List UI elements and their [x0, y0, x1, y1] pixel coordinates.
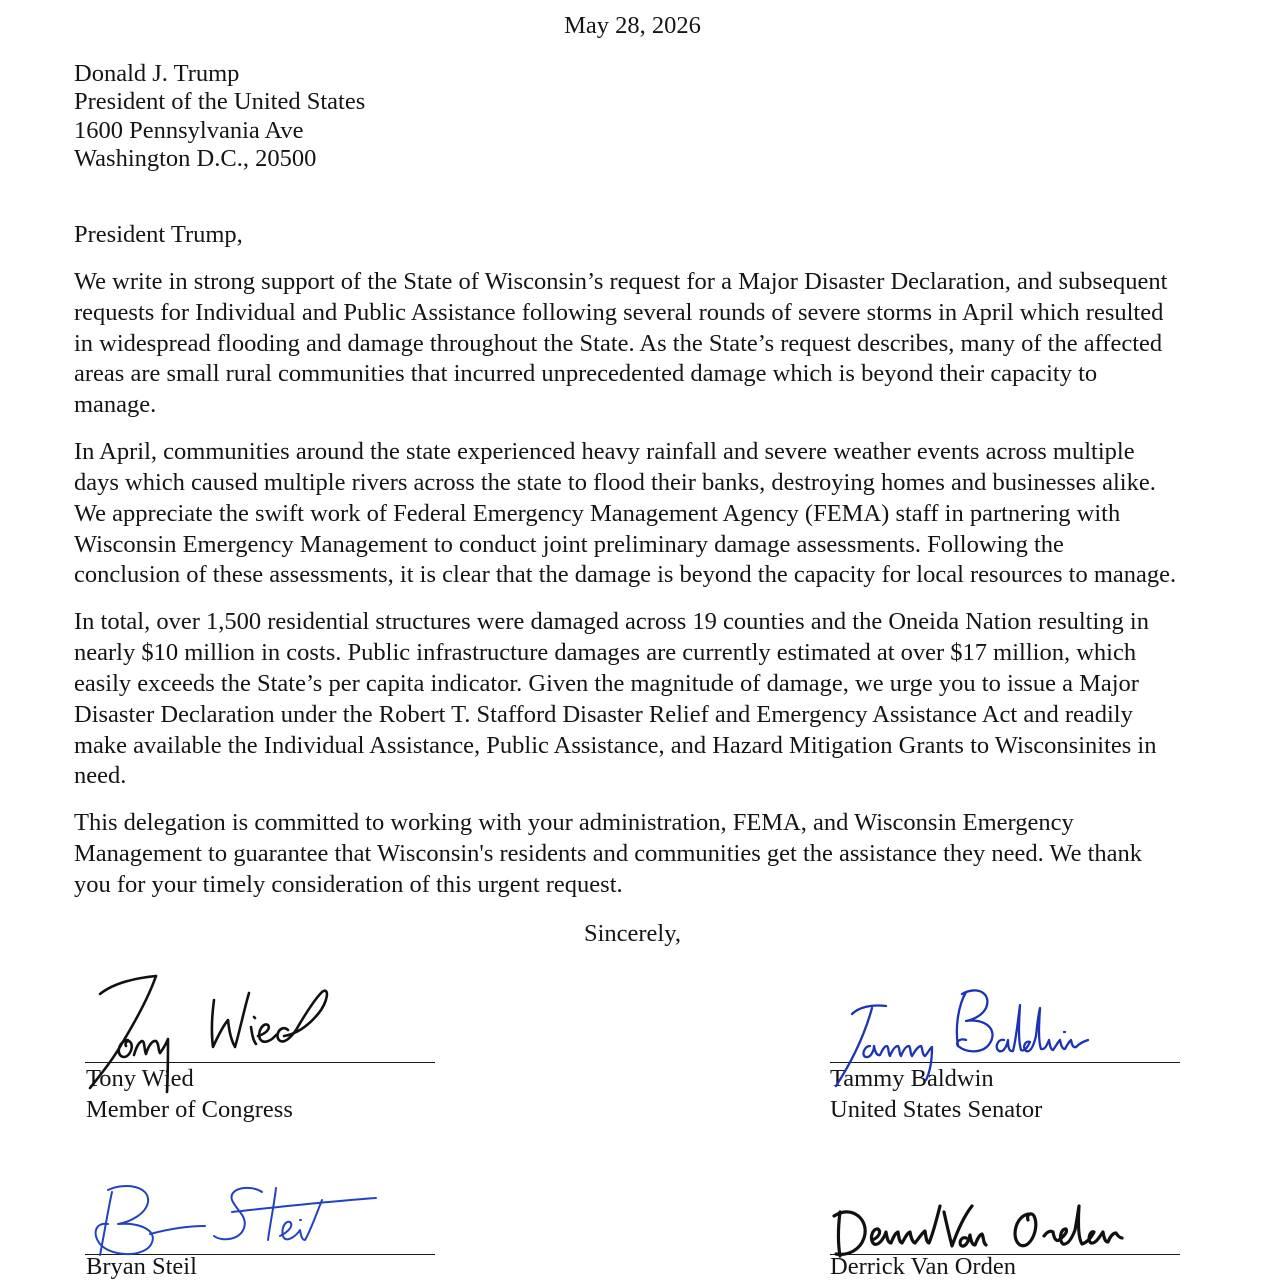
paragraph-line: days which caused multiple rivers across the state to flood their banks, destroying homes and businesses alike.	[74, 468, 1156, 496]
recipient-city: Washington D.C., 20500	[74, 144, 317, 172]
signer-name: Tony Wied	[86, 1065, 194, 1092]
recipient-title: President of the United States	[74, 88, 366, 116]
signer-title: United States Senator	[830, 1096, 1043, 1123]
paragraph-line: Wisconsin Emergency Management to conduct joint preliminary damage assessments. Following the	[74, 530, 1064, 558]
paragraph-line: requests for Individual and Public Assistance following several rounds of severe storms in April which resulted	[74, 298, 1164, 326]
signer-title: Member of Congress	[86, 1096, 293, 1123]
signer-name: Tammy Baldwin	[830, 1065, 994, 1092]
paragraph-line: need.	[74, 762, 127, 790]
paragraph-line: you for your timely consideration of this urgent request.	[74, 870, 623, 898]
paragraph-line: In April, communities around the state experienced heavy rainfall and severe weather events across multiple	[74, 438, 1135, 466]
letter-body	[74, 267, 1176, 917]
paragraph-line: areas are small rural communities that incurred unprecedented damage which is beyond their capacity to	[74, 360, 1098, 388]
paragraph-line: Management to guarantee that Wisconsin's residents and communities get the assistance they need. We thank	[74, 840, 1143, 868]
letter-date: May 28, 2026	[564, 12, 701, 39]
recipient-street: 1600 Pennsylvania Ave	[74, 116, 304, 144]
paragraph-line: This delegation is committed to working with your administration, FEMA, and Wisconsin Emergency	[74, 809, 1074, 837]
salutation: President Trump,	[74, 221, 243, 248]
paragraph-line: We write in strong support of the State of Wisconsin’s request for a Major Disaster Declaration, and subsequent	[74, 268, 1168, 295]
body-paragraph	[74, 808, 1176, 900]
paragraph-line: easily exceeds the State’s per capita indicator. Given the magnitude of damage, we urge you to issue a Major	[74, 669, 1139, 697]
signature-bryan-steil	[96, 1186, 376, 1255]
paragraph-line: nearly $10 million in costs. Public infrastructure damages are currently estimated at over $17 million, which	[74, 639, 1137, 667]
signer-name: Derrick Van Orden	[830, 1253, 1016, 1280]
signer-name: Bryan Steil	[86, 1253, 197, 1280]
body-paragraph	[74, 437, 1176, 591]
paragraph-line: Disaster Declaration under the Robert T. Stafford Disaster Relief and Emergency Assistance Act and readily	[74, 700, 1133, 728]
paragraph-line: manage.	[74, 391, 157, 419]
paragraph-line: In total, over 1,500 residential structures were damaged across 19 counties and the Oneida Nation resulting in	[74, 608, 1149, 636]
paragraph-line: in widespread flooding and damage throughout the State. As the State’s request describes, many of the affected	[74, 329, 1163, 357]
closing: Sincerely,	[583, 920, 682, 947]
paragraph-line: conclusion of these assessments, it is clear that the damage is beyond the capacity for local resources to manage.	[74, 561, 1177, 589]
body-paragraph	[74, 607, 1176, 792]
paragraph-line: We appreciate the swift work of Federal Emergency Management Agency (FEMA) staff in partnering with	[74, 499, 1121, 527]
signature-derrick-van-orden	[834, 1206, 1122, 1256]
recipient-address	[74, 60, 365, 173]
body-paragraph	[74, 267, 1176, 421]
paragraph-line: make available the Individual Assistance, Public Assistance, and Hazard Mitigation Grants to Wisconsinites in	[74, 731, 1157, 759]
recipient-name: Donald J. Trump	[74, 60, 240, 87]
